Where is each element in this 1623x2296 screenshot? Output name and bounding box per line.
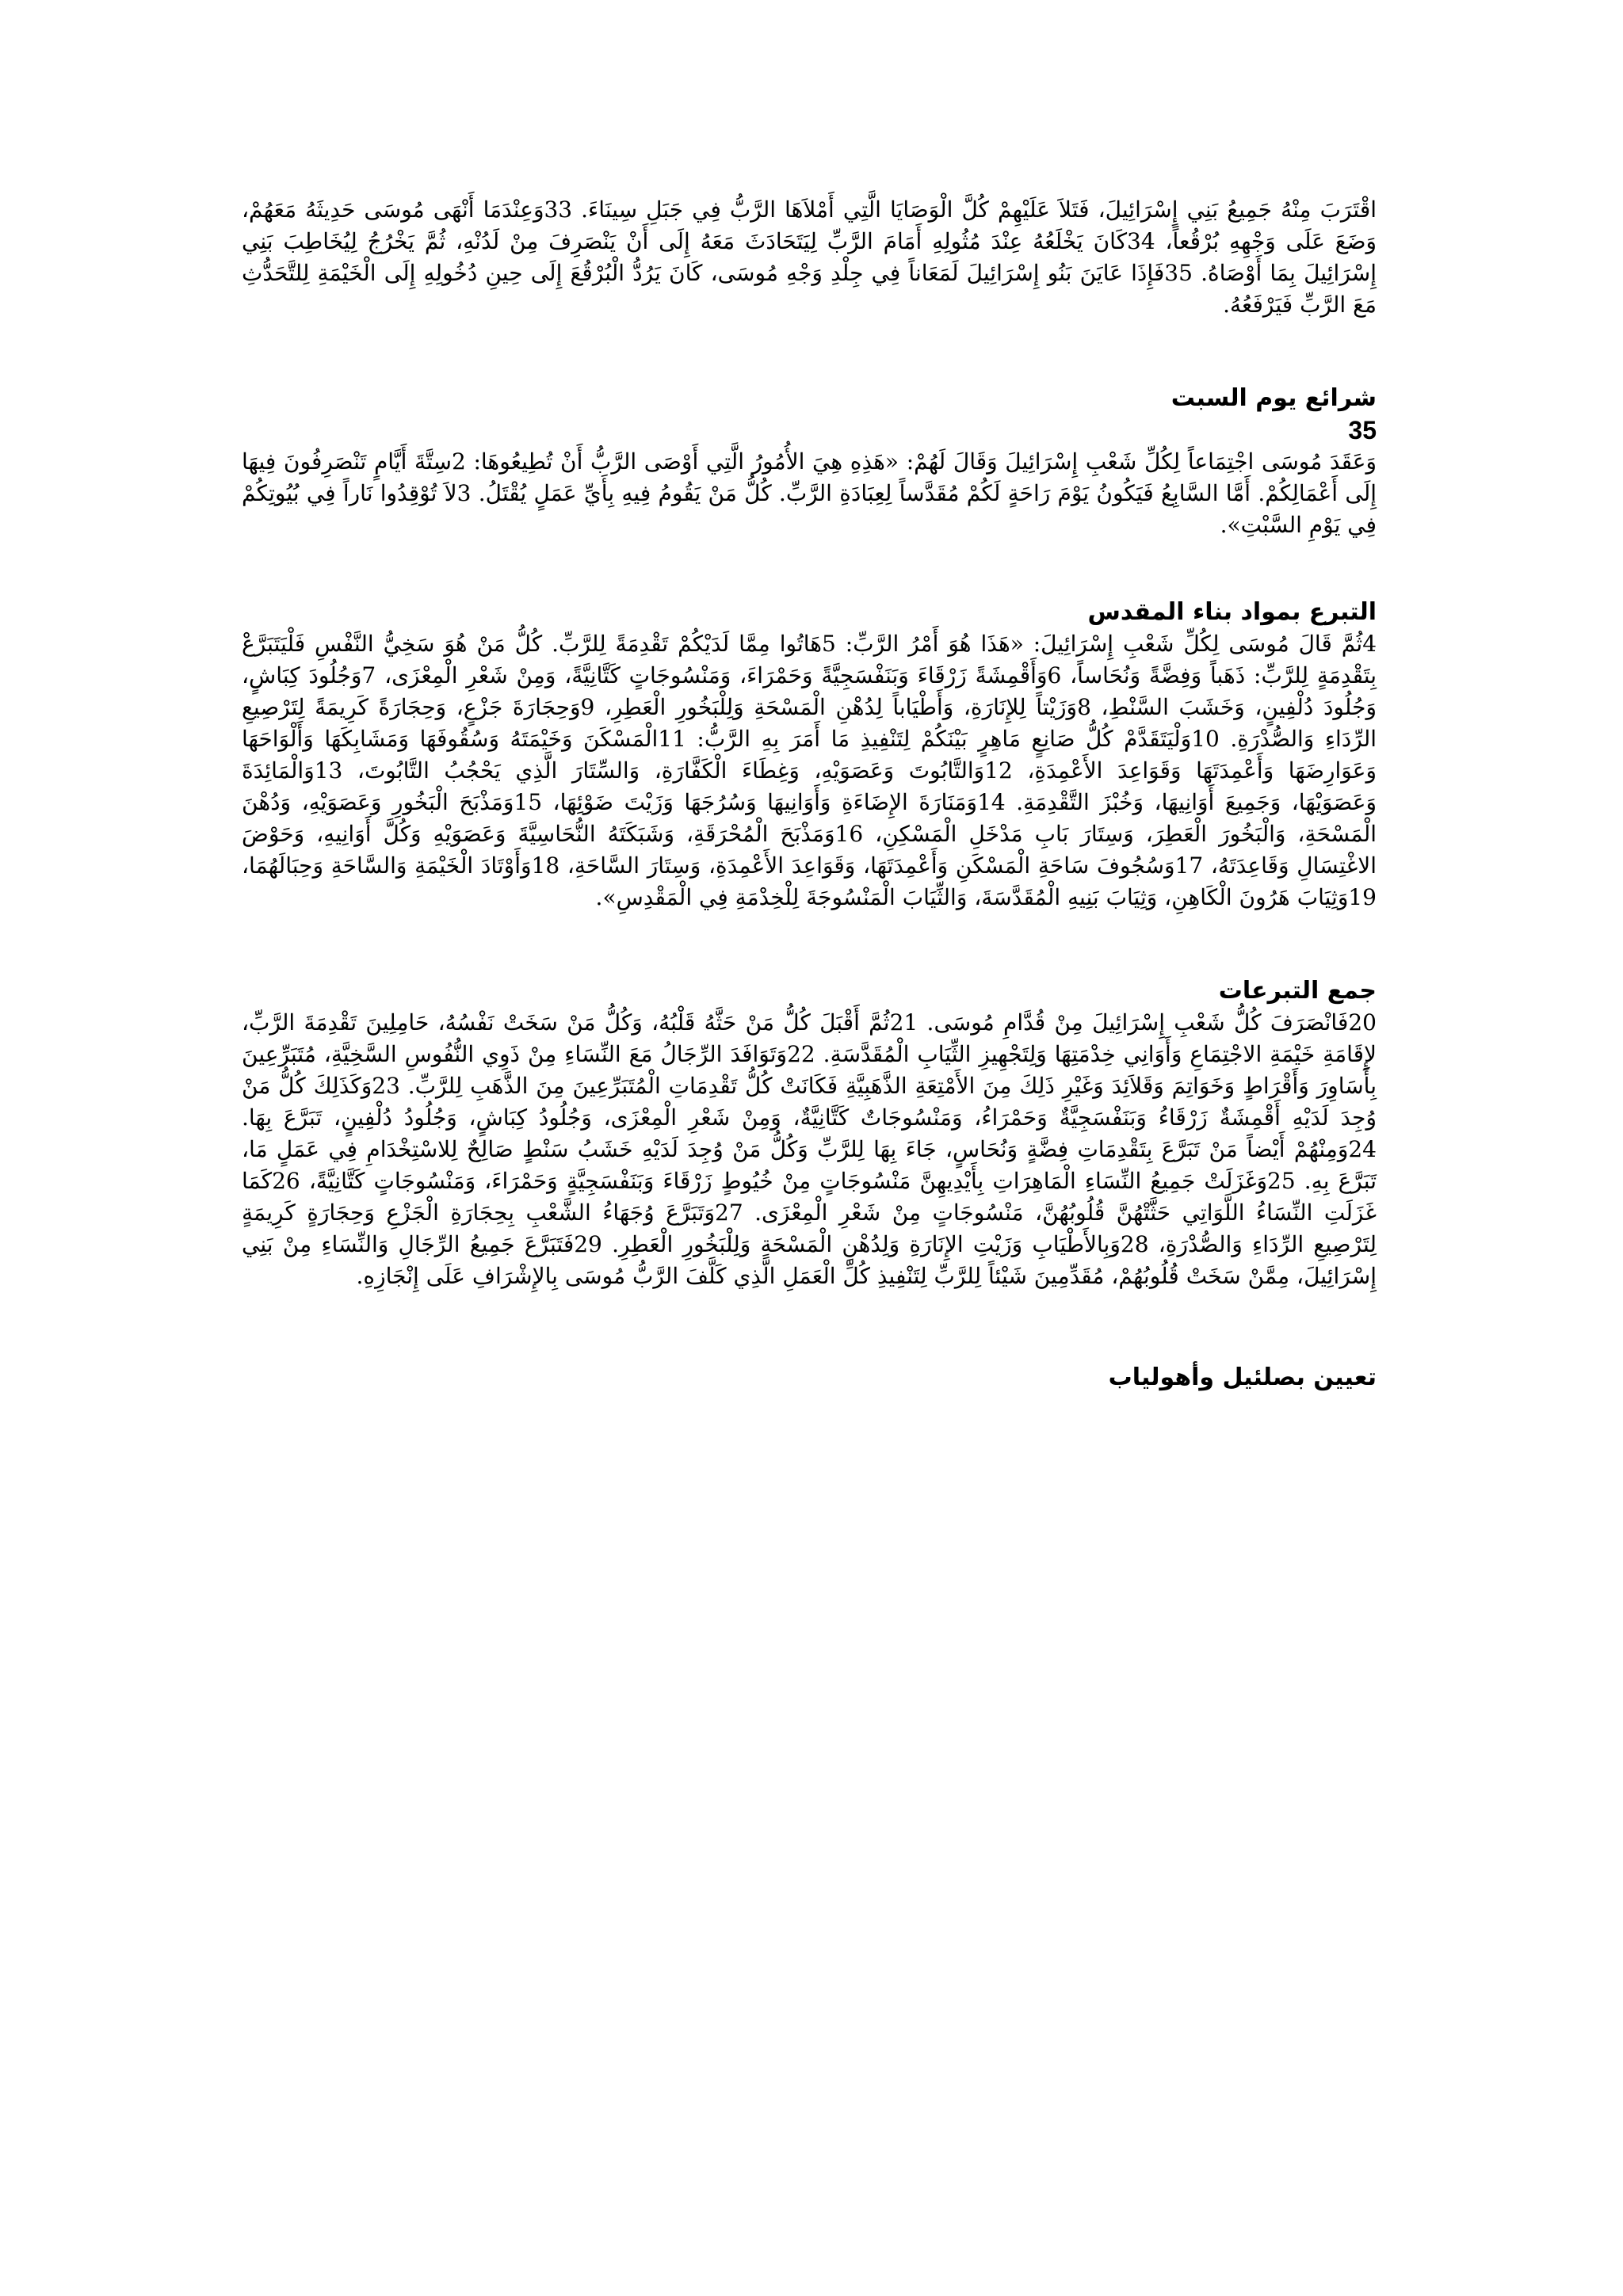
section-heading-collection: جمع التبرعات xyxy=(1218,977,1377,1005)
section-heading-sabbath: شرائع يوم السبت xyxy=(1170,384,1377,412)
section-heading-bezalel: تعيين بصلئيل وأهولياب xyxy=(1108,1363,1377,1391)
sabbath-paragraph: وَعَقَدَ مُوسَى اجْتِمَاعاً لِكُلِّ شَعْبِ إِسْرَائِيلَ وَقَالَ لَهُمْ: «هَذِهِ هِيَ الأُمُورُ الَّتِي أَوْصَى الرَّبُّ أَنْ تُطِيعُوهَا: 2سِتَّةَ أَيَّامٍ تَنْصَرِفُونَ فِيهَا إِلَى أَعْمَالِكُمْ. أَمَّا السَّابِعُ فَيَكُونُ يَوْمَ رَاحَةٍ لَكُمْ مُقَدَّساً لِعِبَادَةِ الرَّبِّ. كُلُّ مَنْ يَقُومُ فِيهِ بِأَيِّ عَمَلٍ يُقْتَلُ. 3لاَ تُوْقِدُوا نَاراً فِي بُيُوتِكُمْ فِي يَوْمِ السَّبْتِ». xyxy=(242,448,1377,538)
collection-paragraph: 20فَانْصَرَفَ كُلُّ شَعْبِ إِسْرَائِيلَ مِنْ قُدَّامِ مُوسَى. 21ثُمَّ أَقْبَلَ كُلُّ مَنْ حَثَّهُ قَلْبُهُ، وَكُلُّ مَنْ سَخَتْ نَفْسُهُ، حَامِلِينَ تَقْدِمَةَ الرَّبِّ، لإِقَامَةِ خَيْمَةِ الاجْتِمَاعِ وَأَوَانِي خِدْمَتِهَا وَلِتَجْهِيزِ الثِّيَابِ الْمُقَدَّسَةِ. 22وَتَوَافَدَ الرِّجَالُ مَعَ النِّسَاءِ مِنْ ذَوِي النُّفُوسِ السَّخِيَّةِ، مُتَبَرِّعِينَ بِأَسَاوِرَ وَأَقْرَاطٍ وَخَوَاتِمَ وَقَلاَئِدَ وَغَيْرِ ذَلِكَ مِنَ الأَمْتِعَةِ الذَّهَبِيَّةِ فَكَانَتْ كُلُّ تَقْدِمَاتِ الْمُتَبَرِّعِينَ مِنَ الذَّهَبِ لِلرَّبِّ. 23وَكَذَلِكَ كُلُّ مَنْ وُجِدَ لَدَيْهِ أَقْمِشَةٌ زَرْقَاءُ وَبَنَفْسَجِيَّةٌ وَحَمْرَاءُ، وَمَنْسُوجَاتٌ كَتَّانِيَّةٌ، وَمِنْ شَعْرِ الْمِعْزَى، وَجُلُودُ كِبَاشٍ، وَجُلُودُ دُلْفِينٍ، تَبَرَّعَ بِهَا. 24وَمِنْهُمْ أَيْضاً مَنْ تَبَرَّعَ بِتَقْدِمَاتِ فِضَّةٍ وَنُحَاسٍ، جَاءَ بِهَا لِلرَّبِّ وَكُلُّ مَنْ وُجِدَ لَدَيْهِ خَشَبُ سَنْطٍ صَالِحٌ لِلاسْتِخْدَامِ فِي عَمَلٍ مَا، تَبَرَّعَ بِهِ. 25وَغَزَلَتْ جَمِيعُ النِّسَاءِ الْمَاهِرَاتِ بِأَيْدِيهِنَّ مَنْسُوجَاتٍ مِنْ خُيُوطٍ زَرْقَاءَ وَبَنَفْسَجِيَّةٍ وَحَمْرَاءَ، وَمَنْسُوجَاتٍ كَتَّانِيَّةً، 26كَمَا غَزَلَتِ النِّسَاءُ اللَّوَاتِي حَثَّتْهُنَّ قُلُوبُهُنَّ، مَنْسُوجَاتٍ مِنْ شَعْرِ الْمِعْزَى. 27وَتَبَرَّعَ وُجَهَاءُ الشَّعْبِ بِحِجَارَةِ الْجَزْعِ وَحِجَارَةٍ كَرِيمَةٍ لِتَرْصِيعِ الرِّدَاءِ وَالصُّدْرَةِ، 28وَبِالأَطْيَابِ وَزَيْتِ الإِنَارَةِ وَلِدُهْنِ الْمَسْحَةِ وَلِلْبَخُورِ الْعَطِرِ. 29فَتَبَرَّعَ جَمِيعُ الرِّجَالِ وَالنِّسَاءِ مِنْ بَنِي إِسْرَائِيلَ، مِمَّنْ سَخَتْ قُلُوبُهُمْ، مُقَدِّمِينَ شَيْئاً لِلرَّبِّ لِتَنْفِيذِ كُلِّ الْعَمَلِ الَّذِي كَلَّفَ الرَّبُّ مُوسَى بِالإِشْرَافِ عَلَى إِنْجَازِهِ. xyxy=(242,1009,1377,1289)
donations-paragraph: 4ثُمَّ قَالَ مُوسَى لِكُلِّ شَعْبِ إِسْرَائِيلَ: «هَذَا هُوَ أَمْرُ الرَّبِّ: 5هَاتُوا مِمَّا لَدَيْكُمْ تَقْدِمَةً لِلرَّبِّ. كُلُّ مَنْ هُوَ سَخِيُّ النَّفْسِ فَلْيَتَبَرَّعْ بِتَقْدِمَةٍ لِلرَّبِّ: ذَهَباً وَفِضَّةً وَنُحَاساً، 6وَأَقْمِشَةً زَرْقَاءَ وَبَنَفْسَجِيَّةً وَحَمْرَاءَ، وَمَنْسُوجَاتٍ كَتَّانِيَّةً، وَمِنْ شَعْرِ الْمِعْزَى، 7وَجُلُودَ كِبَاشٍ، وَجُلُودَ دُلْفِينٍ، وَخَشَبَ السَّنْطِ، 8وَزَيْتاً لِلإِنَارَةِ، وَأَطْيَاباً لِدُهْنِ الْمَسْحَةِ وَلِلْبَخُورِ الْعَطِرِ، 9وَحِجَارَةَ جَزْعٍ، وَحِجَارَةً كَرِيمَةً لِتَرْصِيعِ الرِّدَاءِ وَالصُّدْرَةِ. 10وَلْيَتَقَدَّمْ كُلُّ صَانِعٍ مَاهِرٍ بَيْنَكُمْ لِتَنْفِيذِ مَا أَمَرَ بِهِ الرَّبُّ: 11الْمَسْكَنَ وَخَيْمَتَهُ وَسُقُوفَهَا وَمَشَابِكَهَا وَأَلْوَاحَهَا وَعَوَارِضَهَا وَأَعْمِدَتَهَا وَقَوَاعِدَ الأَعْمِدَةِ، 12وَالتَّابُوتَ وَعَصَوَيْهِ، وَغِطَاءَ الْكَفَّارَةِ، وَالسِّتَارَ الَّذِي يَحْجُبُ التَّابُوتَ، 13وَالْمَائِدَةَ وَعَصَوَيْهَا، وَجَمِيعَ أَوَانِيهَا، وَخُبْزَ التَّقْدِمَةِ. 14وَمَنَارَةَ الإِضَاءَةِ وَأَوَانِيهَا وَسُرُجَهَا وَزَيْتَ ضَوْئِهَا، 15وَمَذْبَحَ الْبَخُورِ وَعَصَوَيْهِ، وَدُهْنَ الْمَسْحَةِ، وَالْبَخُورَ الْعَطِرَ، وَسِتَارَ بَابِ مَدْخَلِ الْمَسْكِنِ، 16وَمَذْبَحَ الْمُحْرَقَةِ، وَشَبَكَتَهُ النُّحَاسِيَّةَ وَعَصَوَيْهِ وَكُلَّ أَوَانِيهِ، وَحَوْضَ الاغْتِسَالِ وَقَاعِدَتَهُ، 17وَسُجُوفَ سَاحَةِ الْمَسْكَنِ وَأَعْمِدَتَهَا، وَقَوَاعِدَ الأَعْمِدَةِ، وَسِتَارَ السَّاحَةِ، 18وَأَوْتَادَ الْخَيْمَةِ وَالسَّاحَةِ وَحِبَالَهُمَا، 19وَثِيَابَ هَرُونَ الْكَاهِنِ، وَثِيَابَ بَنِيهِ الْمُقَدَّسَةَ، وَالثِّيَابَ الْمَنْسُوجَةَ لِلْخِدْمَةِ فِي الْمَقْدِسِ». xyxy=(242,631,1377,910)
section-heading-donations: التبرع بمواد بناء المقدس xyxy=(1087,598,1377,626)
section-spacer xyxy=(242,541,1377,597)
chapter-number: 35 xyxy=(1348,416,1377,444)
section-spacer xyxy=(242,321,1377,383)
document-page xyxy=(242,194,1377,1394)
intro-paragraph: اقْتَرَبَ مِنْهُ جَمِيعُ بَنِي إِسْرَائِيلَ، فَتَلاَ عَلَيْهِمْ كُلَّ الْوَصَايَا الَّتِي أَمْلاَهَا الرَّبُّ فِي جَبَلِ سِينَاءَ. 33وَعِنْدَمَا أَنْهَى مُوسَى حَدِيثَهُ مَعَهُمْ، وَضَعَ عَلَى وَجْهِهِ بُرْقُعاً، 34كَانَ يَخْلَعُهُ عِنْدَ مُثُولِهِ أَمَامَ الرَّبِّ لِيَتَحَادَثَ مَعَهُ إِلَى أَنْ يَنْصَرِفَ مِنْ لَدُنْهِ، ثُمَّ يَخْرُجُ لِيُخَاطِبَ بَنِي إِسْرَائِيلَ بِمَا أَوْصَاهُ. 35فَإِذَا عَايَنَ بَنُو إِسْرَائِيلَ لَمَعَاناً فِي جِلْدِ وَجْهِ مُوسَى، كَانَ يَرُدُّ الْبُرْقُعَ إِلَى حِينِ دُخُولِهِ إِلَى الْخَيْمَةِ لِلتَّحَدُّثِ مَعَ الرَّبِّ فَيَرْفَعُهُ. xyxy=(242,196,1377,318)
section-spacer xyxy=(242,1292,1377,1362)
section-spacer xyxy=(242,913,1377,975)
